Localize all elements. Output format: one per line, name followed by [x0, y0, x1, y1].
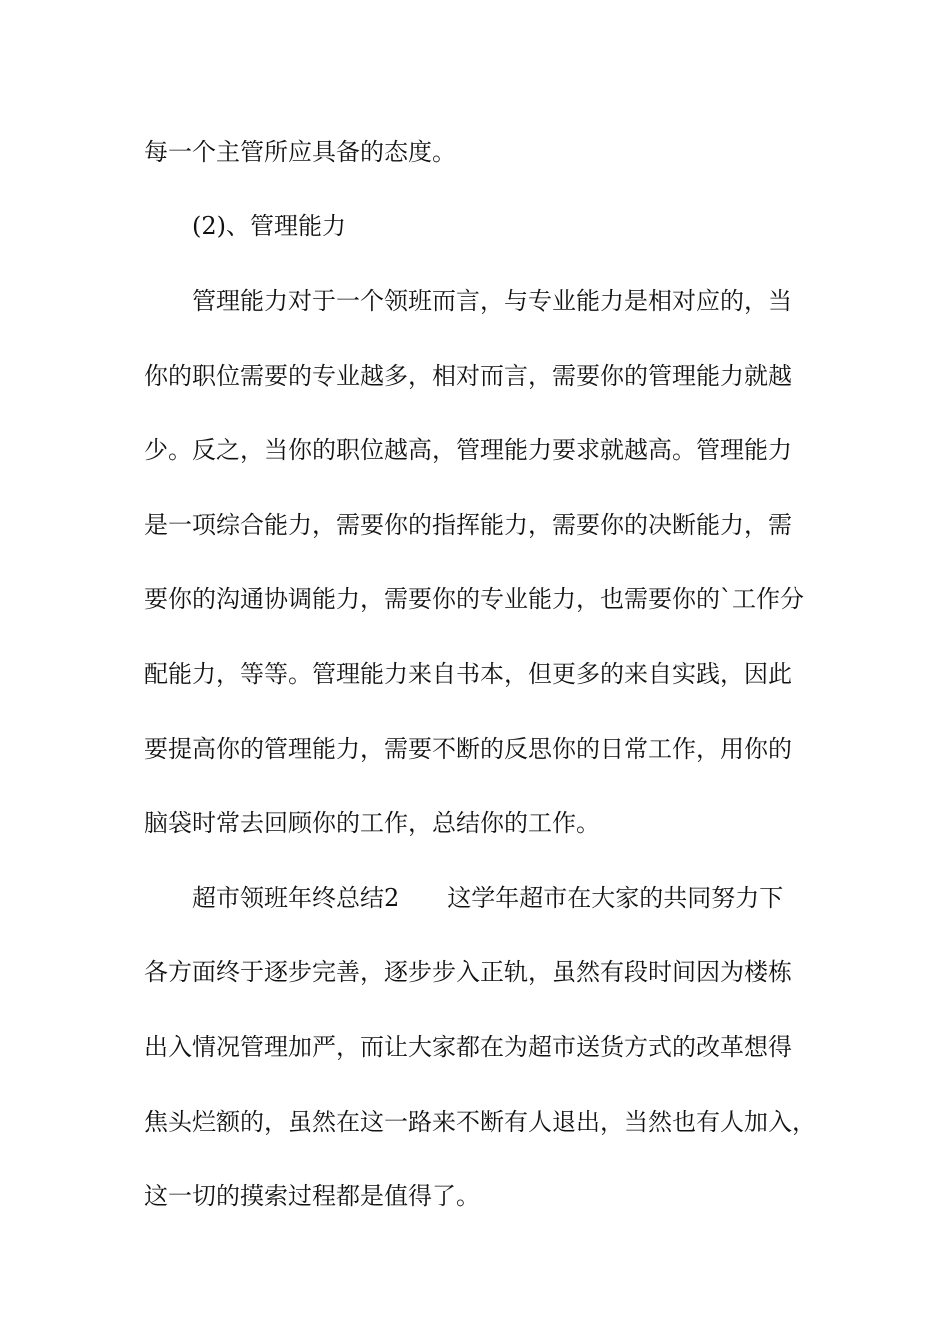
text-line: 脑袋时常去回顾你的工作，总结你的工作。 — [144, 809, 600, 837]
section-heading: (2)、管理能力 — [192, 212, 346, 240]
text-line: 是一项综合能力，需要你的指挥能力，需要你的决断能力，需 — [144, 511, 792, 539]
text-line: 少。反之，当你的职位越高，管理能力要求就越高。管理能力 — [144, 436, 792, 464]
text-line: 各方面终于逐步完善，逐步步入正轨，虽然有段时间因为楼栋 — [144, 958, 792, 986]
text-line: 出入情况管理加严，而让大家都在为超市送货方式的改革想得 — [144, 1033, 792, 1061]
text-line: 每一个主管所应具备的态度。 — [144, 138, 456, 166]
text-line: 要你的沟通协调能力，需要你的专业能力，也需要你的`工作分 — [144, 585, 804, 613]
text-line: 管理能力对于一个领班而言，与专业能力是相对应的，当 — [192, 287, 792, 315]
text-line: 你的职位需要的专业越多，相对而言，需要你的管理能力就越 — [144, 362, 792, 390]
text-line: 焦头烂额的，虽然在这一路来不断有人退出，当然也有人加入， — [144, 1108, 816, 1136]
text-line: 配能力，等等。管理能力来自书本，但更多的来自实践，因此 — [144, 660, 792, 688]
text-line: 这一切的摸索过程都是值得了。 — [144, 1182, 480, 1210]
text-line: 超市领班年终总结2 这学年超市在大家的共同努力下 — [192, 884, 784, 912]
text-line: 要提高你的管理能力，需要不断的反思你的日常工作，用你的 — [144, 735, 792, 763]
